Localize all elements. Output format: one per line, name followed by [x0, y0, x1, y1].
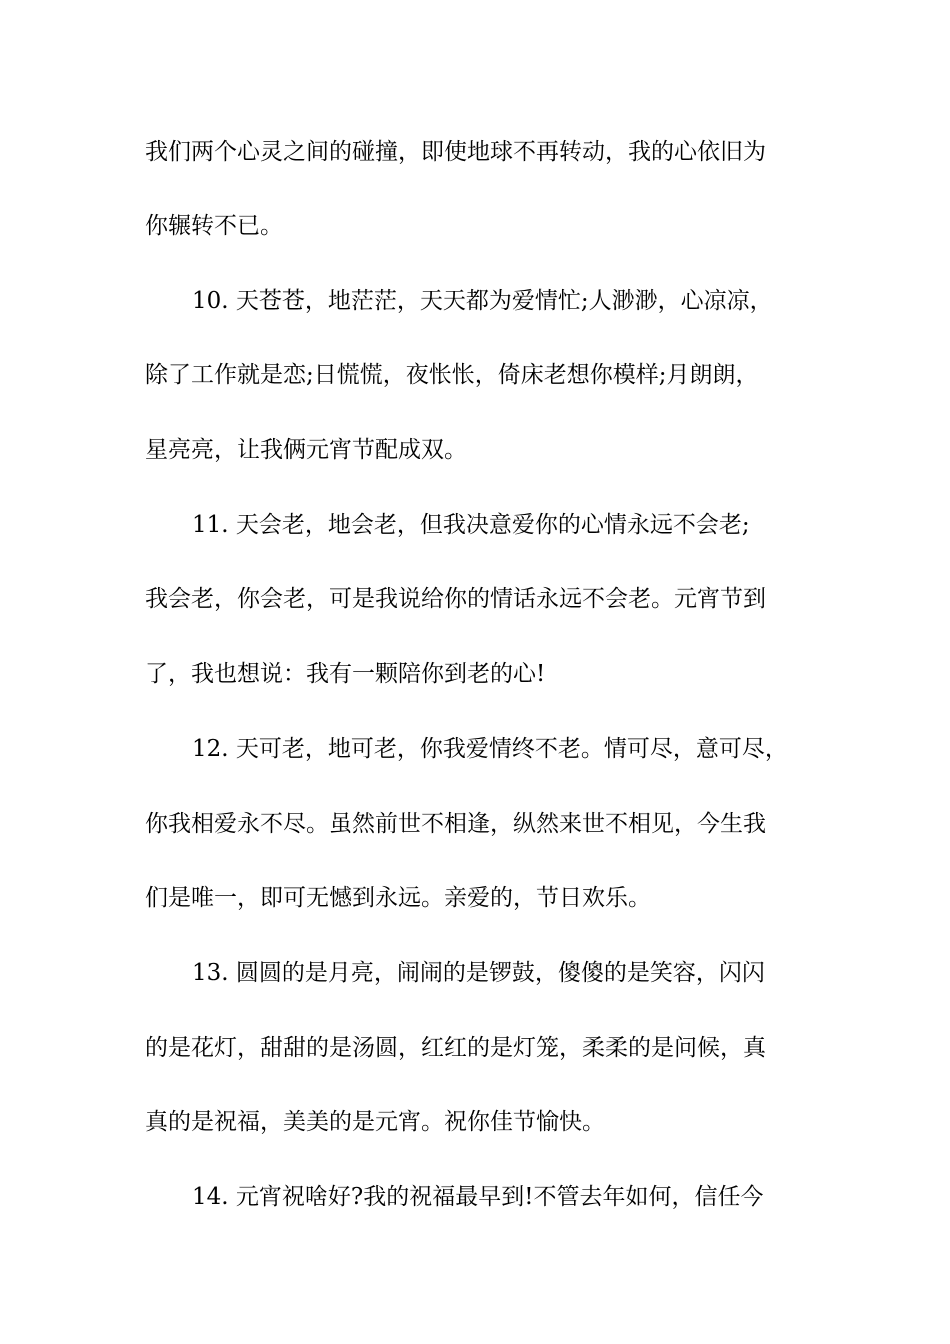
text-line: 们是唯一，即可无憾到永远。亲爱的，节日欢乐。	[145, 885, 651, 911]
text-line: 了，我也想说：我有一颗陪你到老的心!	[145, 661, 546, 687]
text-line: 10. 天苍苍，地茫茫，天天都为爱情忙;人渺渺，心凉凉，	[192, 288, 773, 314]
text-line: 我们两个心灵之间的碰撞，即使地球不再转动，我的心依旧为	[145, 139, 766, 165]
text-line: 12. 天可老，地可老，你我爱情终不老。情可尽，意可尽，	[192, 736, 788, 762]
text-line: 星亮亮，让我俩元宵节配成双。	[145, 437, 467, 463]
text-line: 11. 天会老，地会老，但我决意爱你的心情永远不会老;	[192, 512, 750, 538]
text-line: 除了工作就是恋;日慌慌，夜怅怅，倚床老想你模样;月朗朗，	[145, 362, 759, 388]
text-line: 的是花灯，甜甜的是汤圆，红红的是灯笼，柔柔的是问候，真	[145, 1035, 766, 1061]
text-line: 真的是祝福，美美的是元宵。祝你佳节愉快。	[145, 1109, 605, 1135]
text-line: 你我相爱永不尽。虽然前世不相逢，纵然来世不相见，今生我	[145, 811, 766, 837]
text-line: 你辗转不已。	[145, 213, 283, 239]
text-line: 我会老，你会老，可是我说给你的情话永远不会老。元宵节到	[145, 586, 766, 612]
text-line: 14. 元宵祝啥好?我的祝福最早到!不管去年如何，信任今	[192, 1184, 764, 1210]
text-line: 13. 圆圆的是月亮，闹闹的是锣鼓，傻傻的是笑容，闪闪	[192, 960, 765, 986]
